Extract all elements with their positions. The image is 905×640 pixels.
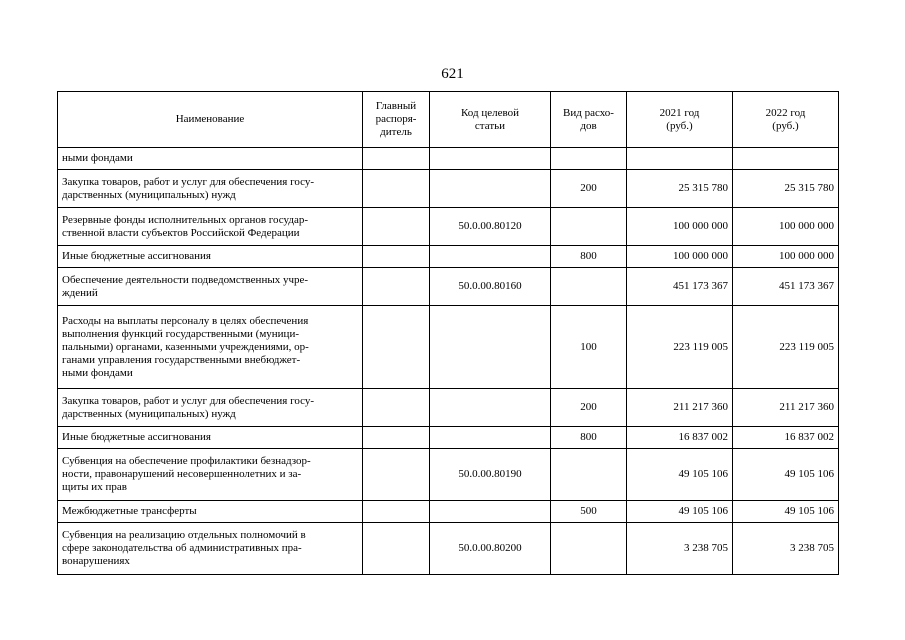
row-type: 800 (551, 246, 627, 268)
row-2022 (733, 148, 839, 170)
row-2022: 100 000 000 (733, 246, 839, 268)
header-type: Вид расхо- дов (551, 92, 627, 148)
table-row (58, 306, 839, 389)
header-2022: 2022 год (руб.) (733, 92, 839, 148)
header-manager: Главный распоря- дитель (363, 92, 430, 148)
row-type: 100 (551, 306, 627, 389)
row-type: 200 (551, 170, 627, 208)
row-code: 50.0.00.80200 (430, 523, 551, 575)
row-name: Расходы на выплаты персоналу в целях обеспечения выполнения функций государственными (муници- пальными) органами, казенными учреждениями, ор- ганами управления государственными внебюджет- ными фондами (58, 306, 363, 389)
row-name: Межбюджетные трансферты (58, 501, 363, 523)
row-2022: 16 837 002 (733, 427, 839, 449)
row-name: Обеспечение деятельности подведомственных учре- ждений (58, 268, 363, 306)
row-2021 (627, 148, 733, 170)
row-type: 800 (551, 427, 627, 449)
row-name: Субвенция на обеспечение профилактики безнадзор- ности, правонарушений несовершеннолетних и за- щиты их прав (58, 449, 363, 501)
row-2021: 211 217 360 (627, 389, 733, 427)
table-row (58, 148, 839, 170)
row-2022: 3 238 705 (733, 523, 839, 575)
row-type (551, 208, 627, 246)
page-number: 621 (441, 66, 464, 82)
row-2021: 49 105 106 (627, 501, 733, 523)
row-code (430, 501, 551, 523)
table-row (58, 389, 839, 427)
row-manager (363, 170, 430, 208)
table-row (58, 427, 839, 449)
row-2022: 25 315 780 (733, 170, 839, 208)
row-manager (363, 268, 430, 306)
budget-table (57, 91, 839, 575)
row-manager (363, 501, 430, 523)
row-type: 500 (551, 501, 627, 523)
row-code (430, 246, 551, 268)
row-2021: 100 000 000 (627, 246, 733, 268)
row-2021: 451 173 367 (627, 268, 733, 306)
row-manager (363, 148, 430, 170)
row-name: Закупка товаров, работ и услуг для обеспечения госу- дарственных (муниципальных) нужд (58, 170, 363, 208)
row-2022: 451 173 367 (733, 268, 839, 306)
row-type (551, 268, 627, 306)
row-manager (363, 306, 430, 389)
row-manager (363, 208, 430, 246)
row-code (430, 306, 551, 389)
row-2022: 49 105 106 (733, 449, 839, 501)
row-manager (363, 389, 430, 427)
row-2021: 25 315 780 (627, 170, 733, 208)
row-code (430, 148, 551, 170)
row-manager (363, 523, 430, 575)
table-row (58, 523, 839, 575)
table-header-row (58, 92, 839, 148)
row-name: Резервные фонды исполнительных органов государ- ственной власти субъектов Российской Федерации (58, 208, 363, 246)
header-2021: 2021 год (руб.) (627, 92, 733, 148)
row-code: 50.0.00.80120 (430, 208, 551, 246)
row-code (430, 170, 551, 208)
table-row (58, 268, 839, 306)
row-code: 50.0.00.80190 (430, 449, 551, 501)
row-manager (363, 449, 430, 501)
header-name: Наименование (58, 92, 363, 148)
row-name: Закупка товаров, работ и услуг для обеспечения госу- дарственных (муниципальных) нужд (58, 389, 363, 427)
row-code: 50.0.00.80160 (430, 268, 551, 306)
row-2022: 49 105 106 (733, 501, 839, 523)
row-name: Субвенция на реализацию отдельных полномочий в сфере законодательства об административных пра- вонарушениях (58, 523, 363, 575)
row-2022: 100 000 000 (733, 208, 839, 246)
table-row (58, 501, 839, 523)
row-manager (363, 246, 430, 268)
row-code (430, 389, 551, 427)
row-name: Иные бюджетные ассигнования (58, 427, 363, 449)
row-name: Иные бюджетные ассигнования (58, 246, 363, 268)
row-2021: 49 105 106 (627, 449, 733, 501)
table-row (58, 170, 839, 208)
row-code (430, 427, 551, 449)
row-2022: 223 119 005 (733, 306, 839, 389)
table-row (58, 246, 839, 268)
row-2021: 16 837 002 (627, 427, 733, 449)
row-manager (363, 427, 430, 449)
row-name: ными фондами (58, 148, 363, 170)
header-code: Код целевой статьи (430, 92, 551, 148)
row-type: 200 (551, 389, 627, 427)
row-2021: 223 119 005 (627, 306, 733, 389)
row-type (551, 449, 627, 501)
row-2021: 3 238 705 (627, 523, 733, 575)
table-row (58, 449, 839, 501)
row-type (551, 148, 627, 170)
row-2022: 211 217 360 (733, 389, 839, 427)
table-row (58, 208, 839, 246)
row-type (551, 523, 627, 575)
row-2021: 100 000 000 (627, 208, 733, 246)
